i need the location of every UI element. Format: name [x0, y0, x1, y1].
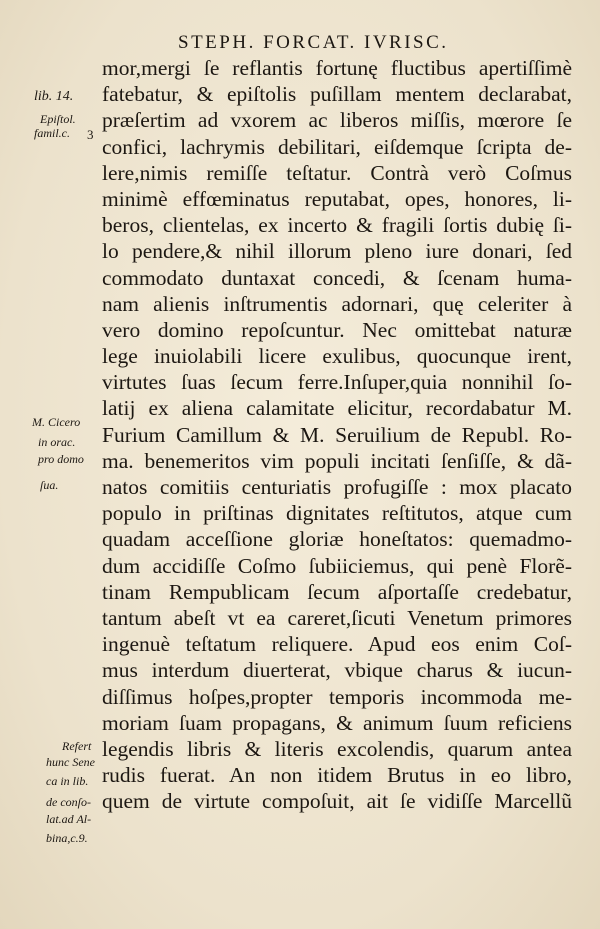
text-line: lege inuiolabili licere exulibus, quocunque irent,: [102, 344, 572, 369]
margin-note-lat-ad-al: lat.ad Al-: [46, 812, 92, 826]
text-line: præſertim ad vxorem ac liberos miſſis, mœrore ſe: [102, 108, 572, 133]
text-line: dum accidiſſe Coſmo ſubiiciemus, qui penè Florẽ-: [102, 553, 572, 578]
text-line: latij ex aliena calamitate elicitur, recordabatur M.: [102, 396, 572, 421]
body-text: [102, 55, 572, 814]
margin-note-de-conso: de conſo-: [46, 795, 91, 809]
running-header: STEPH. FORCAT. IVRISC.: [178, 32, 449, 53]
margin-note-famil: famil.c.: [34, 126, 70, 140]
margin-note-in-orat: in orac.: [38, 435, 76, 449]
margin-note-number: 3: [87, 127, 94, 142]
margin-note-cicero: M. Cicero: [32, 415, 81, 429]
text-line: virtutes ſuas ſecum ferre.Inſuper,quia nonnihil ſo-: [102, 370, 572, 395]
margin-note-ca-in-lib: ca in lib.: [46, 774, 89, 788]
text-line: legendis libris & literis excolendis, quarum antea: [102, 736, 572, 761]
text-line: mor,mergi ſe reflantis fortunę fluctibus apertiſſimè: [102, 56, 572, 80]
text-line: quadam acceſſione gloriæ honeſtatos: quemadmo-: [102, 527, 572, 552]
text-line: lo pendere,& nihil illorum pleno iure donari, ſed: [102, 239, 572, 264]
text-line: fatebatur, & epiſtolis puſillam mentem declarabat,: [102, 82, 572, 107]
text-line: diſſimus hoſpes,propter temporis incommoda me-: [102, 684, 572, 709]
text-line: nam alienis inſtrumentis adornari, quę celeriter à: [102, 291, 572, 316]
margin-note-bina: bina,c.9.: [46, 831, 88, 845]
text-line: tantum abeſt vt ea careret,ſicuti Venetum primores: [102, 605, 572, 630]
text-line: rudis fuerat. An non itidem Brutus in eo libro,: [102, 763, 572, 788]
margin-note-epistol: Epiſtol.: [40, 112, 76, 126]
text-line: moriam ſuam propagans, & animum ſuum reficiens: [102, 710, 572, 735]
margin-note-sua: ſua.: [40, 478, 59, 492]
text-line: tinam Rempublicam ſecum aſportaſſe credebatur,: [102, 579, 572, 604]
text-line: lere,nimis remiſſe teſtatur. Contrà verò Coſmus: [102, 160, 572, 185]
margin-note-lib: lib. 14.: [34, 89, 74, 104]
margin-note-pro-domo: pro domo: [38, 452, 84, 466]
text-line: mus interdum diuerterat, vbique charus & iucun-: [102, 658, 572, 683]
text-line: commodato duntaxat concedi, & ſcenam huma-: [102, 265, 572, 290]
text-line: ingenuè teſtatum reliquere. Apud eos enim Coſ-: [102, 632, 572, 657]
text-line: natos comitiis centuriatis profugiſſe : mox placato: [102, 475, 572, 499]
text-line: ma. benemeritos vim populi incitati ſenſiſſe, & dã-: [102, 448, 572, 473]
margin-note-hunc-sene: hunc Sene: [46, 755, 95, 769]
margin-note-refert: Refert: [62, 739, 92, 753]
text-line: confici, lachrymis debilitari, eiſdemque ſcripta de-: [102, 134, 572, 159]
text-line: quem de virtute compoſuit, ait ſe vidiſſe Marcellũ: [102, 789, 572, 814]
text-line: minimè effœminatus reputabat, opes, honores, li-: [102, 186, 572, 211]
text-line: vero domino repoſcuntur. Nec omittebat naturæ: [102, 317, 572, 342]
text-line: beros, clientelas, ex incerto & fragili ſortis dubię ſi-: [102, 213, 572, 238]
text-line: populo in priſtinas dignitates reſtitutos, atque cum: [102, 501, 572, 526]
text-line: Furium Camillum & M. Seruilium de Republ. Ro-: [102, 422, 572, 447]
